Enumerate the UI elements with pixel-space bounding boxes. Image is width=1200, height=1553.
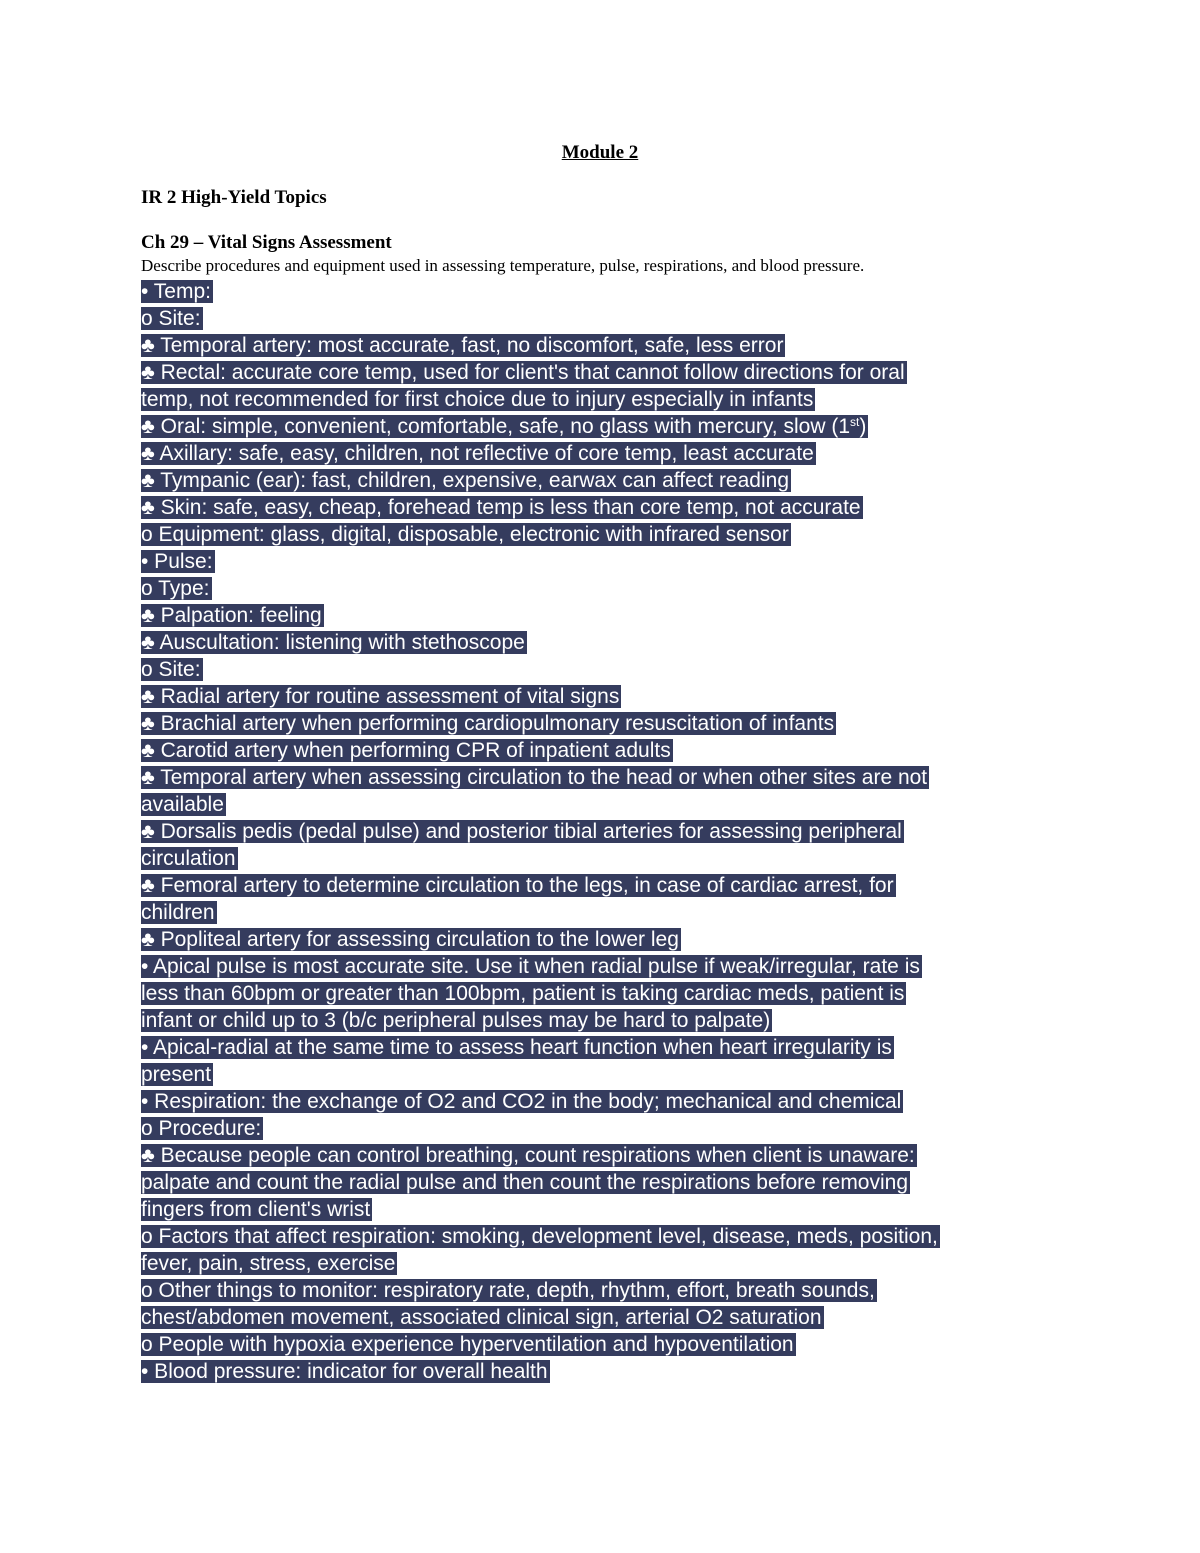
note-line xyxy=(141,413,1081,440)
ordinal-superscript: st xyxy=(850,415,860,429)
note-line xyxy=(141,1088,1081,1115)
highlighted-text: ♣ Carotid artery when performing CPR of inpatient adults xyxy=(141,739,671,762)
note-line xyxy=(141,1304,1081,1331)
highlighted-text: fingers from client's wrist xyxy=(141,1198,371,1221)
note-line xyxy=(141,521,1081,548)
note-line xyxy=(141,1169,1081,1196)
note-line xyxy=(141,386,1081,413)
highlighted-text: ♣ Temporal artery: most accurate, fast, no discomfort, safe, less error xyxy=(141,334,784,357)
highlighted-text: circulation xyxy=(141,847,236,870)
note-line xyxy=(141,278,1081,305)
highlighted-text: ♣ Temporal artery when assessing circulation to the head or when other sites are not xyxy=(141,766,928,789)
highlighted-text: o Other things to monitor: respiratory rate, depth, rhythm, effort, breath sounds, xyxy=(141,1279,875,1302)
highlighted-text: ♣ Brachial artery when performing cardiopulmonary resuscitation of infants xyxy=(141,712,835,735)
highlighted-text: ♣ Auscultation: listening with stethoscope xyxy=(141,631,525,654)
highlighted-text: • Blood pressure: indicator for overall health xyxy=(141,1360,548,1383)
note-line xyxy=(141,1331,1081,1358)
note-line xyxy=(141,1223,1081,1250)
highlighted-text: ♣ Oral: simple, convenient, comfortable, safe, no glass with mercury, slow (1st) xyxy=(141,415,867,438)
highlighted-text: ♣ Axillary: safe, easy, children, not reflective of core temp, least accurate xyxy=(141,442,814,465)
highlighted-text: o Type: xyxy=(141,577,210,600)
note-line xyxy=(141,683,1081,710)
note-line xyxy=(141,494,1081,521)
note-line xyxy=(141,980,1081,1007)
page-title: Module 2 xyxy=(561,142,639,163)
highlighted-text: ♣ Femoral artery to determine circulation to the legs, in case of cardiac arrest, for xyxy=(141,874,894,897)
highlighted-text: ♣ Palpation: feeling xyxy=(141,604,322,627)
note-line xyxy=(141,899,1081,926)
highlighted-text: o Procedure: xyxy=(141,1117,262,1140)
note-line xyxy=(141,1142,1081,1169)
highlighted-text: • Respiration: the exchange of O2 and CO2 in the body; mechanical and chemical xyxy=(141,1090,902,1113)
highlighted-text: • Apical pulse is most accurate site. Use it when radial pulse if weak/irregular, rate is xyxy=(141,955,920,978)
subtitle-heading: IR 2 High-Yield Topics xyxy=(141,187,327,208)
note-line xyxy=(141,872,1081,899)
highlighted-text: temp, not recommended for first choice due to injury especially in infants xyxy=(141,388,814,411)
note-line xyxy=(141,926,1081,953)
note-line xyxy=(141,1196,1081,1223)
note-line xyxy=(141,791,1081,818)
note-line xyxy=(141,332,1081,359)
highlighted-text: • Temp: xyxy=(141,280,211,303)
note-line xyxy=(141,710,1081,737)
highlighted-text: ♣ Popliteal artery for assessing circulation to the lower leg xyxy=(141,928,679,951)
highlighted-text: o Equipment: glass, digital, disposable, electronic with infrared sensor xyxy=(141,523,789,546)
highlighted-text: chest/abdomen movement, associated clinical sign, arterial O2 saturation xyxy=(141,1306,822,1329)
highlighted-text: less than 60bpm or greater than 100bpm, patient is taking cardiac meds, patient is xyxy=(141,982,905,1005)
chapter-heading: Ch 29 – Vital Signs Assessment xyxy=(141,232,392,253)
note-line xyxy=(141,602,1081,629)
note-line xyxy=(141,1061,1081,1088)
note-line xyxy=(141,1034,1081,1061)
highlighted-text: ♣ Because people can control breathing, count respirations when client is unaware: xyxy=(141,1144,915,1167)
highlighted-notes[interactable] xyxy=(141,278,1081,1385)
highlighted-text: available xyxy=(141,793,224,816)
highlighted-text: present xyxy=(141,1063,212,1086)
highlighted-text: ♣ Skin: safe, easy, cheap, forehead temp is less than core temp, not accurate xyxy=(141,496,861,519)
note-line xyxy=(141,656,1081,683)
closing-paren: ) xyxy=(859,415,867,438)
note-line xyxy=(141,818,1081,845)
note-line xyxy=(141,953,1081,980)
highlighted-text: palpate and count the radial pulse and then count the respirations before removing xyxy=(141,1171,909,1194)
note-line xyxy=(141,548,1081,575)
highlighted-text: ♣ Tympanic (ear): fast, children, expensive, earwax can affect reading xyxy=(141,469,789,492)
note-line xyxy=(141,359,1081,386)
note-line xyxy=(141,1358,1081,1385)
highlighted-text: ♣ Rectal: accurate core temp, used for client's that cannot follow directions for oral xyxy=(141,361,905,384)
note-line xyxy=(141,764,1081,791)
highlighted-text: o Site: xyxy=(141,658,201,681)
highlighted-text: • Pulse: xyxy=(141,550,213,573)
highlighted-text: fever, pain, stress, exercise xyxy=(141,1252,396,1275)
highlighted-text: ♣ Radial artery for routine assessment of vital signs xyxy=(141,685,620,708)
highlighted-text: o People with hypoxia experience hyperventilation and hypoventilation xyxy=(141,1333,794,1356)
highlighted-text: ♣ Dorsalis pedis (pedal pulse) and posterior tibial arteries for assessing peripheral xyxy=(141,820,902,843)
note-line xyxy=(141,737,1081,764)
highlighted-text: o Factors that affect respiration: smoking, development level, disease, meds, position, xyxy=(141,1225,938,1248)
highlighted-text: • Apical-radial at the same time to assess heart function when heart irregularity is xyxy=(141,1036,892,1059)
note-line xyxy=(141,467,1081,494)
note-line xyxy=(141,845,1081,872)
note-line xyxy=(141,1007,1081,1034)
note-line xyxy=(141,1115,1081,1142)
objective-description: Describe procedures and equipment used in assessing temperature, pulse, respirations, and blood pressure. xyxy=(141,256,865,275)
highlighted-text: children xyxy=(141,901,215,924)
note-line xyxy=(141,575,1081,602)
highlighted-text: o Site: xyxy=(141,307,201,330)
note-line xyxy=(141,1250,1081,1277)
note-line xyxy=(141,629,1081,656)
note-line xyxy=(141,305,1081,332)
note-line xyxy=(141,440,1081,467)
highlighted-text: infant or child up to 3 (b/c peripheral pulses may be hard to palpate) xyxy=(141,1009,771,1032)
note-line xyxy=(141,1277,1081,1304)
